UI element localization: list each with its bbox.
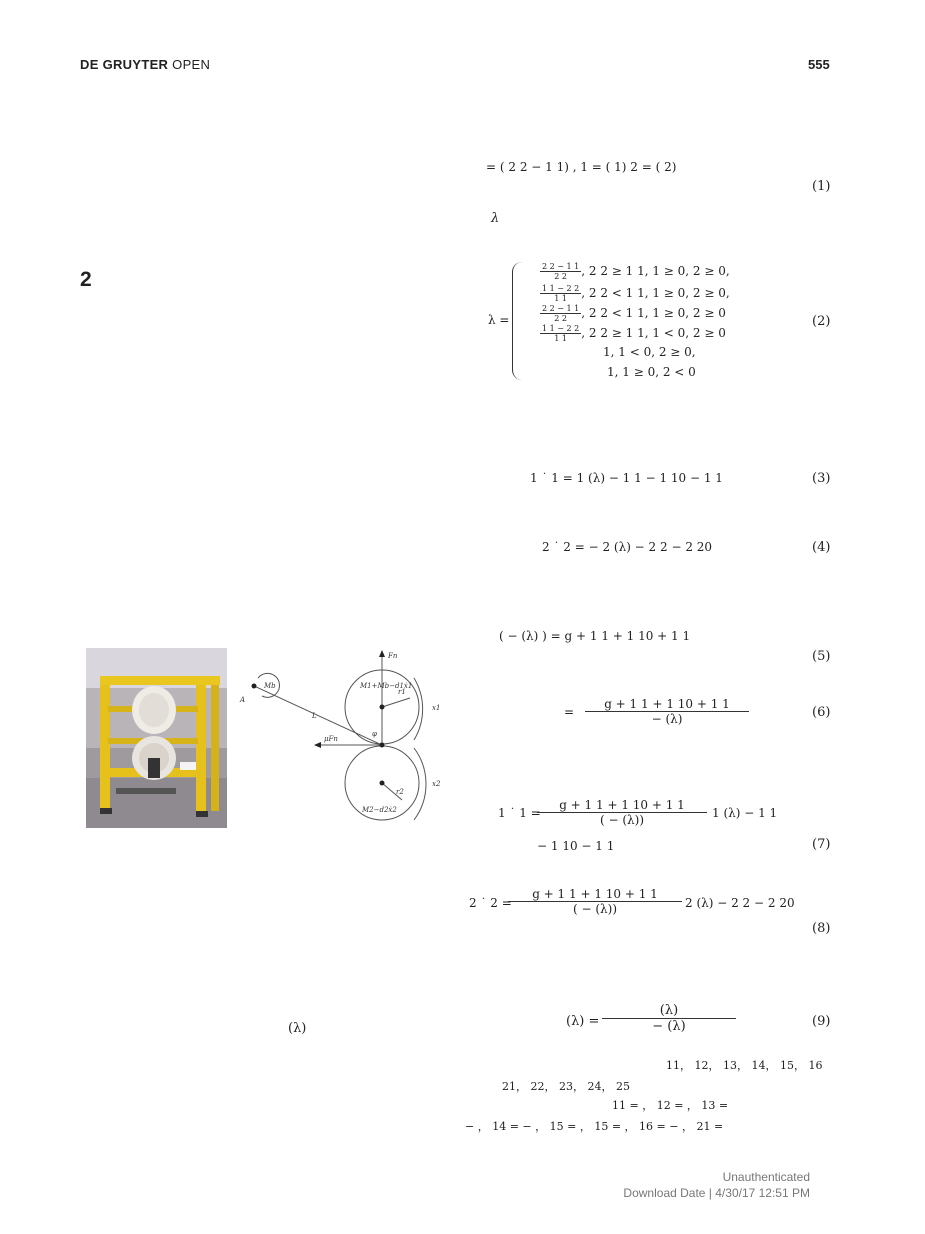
equation-2-row-text: , 2 2 < 1 1, 1 ≥ 0, 2 ≥ 0, <box>581 286 730 300</box>
equation-9-lhs: (λ) = <box>566 1014 600 1029</box>
equation-6-denominator: − (λ) <box>651 712 683 726</box>
fraction: $\frac{1 1 - 2 2}{1 1}$ <box>542 324 580 343</box>
equation-8-fraction <box>508 887 682 916</box>
equation-2-row <box>540 304 726 323</box>
equation-8-tail: 2 (λ) − 2 2 − 2 20 <box>685 896 795 910</box>
equation-5-number: (5) <box>812 649 831 664</box>
equation-8-number: (8) <box>812 921 831 936</box>
equation-6-fraction <box>585 697 749 726</box>
equation-7-lhs: 1 ˙ 1 = <box>498 806 541 820</box>
equation-3: 1 ˙ 1 = 1 (λ) − 1 1 − 1 10 − 1 1 <box>530 471 723 485</box>
equation-2-row <box>540 262 730 281</box>
fraction: $\frac{1 1 - 2 2}{1 1}$ <box>542 284 580 303</box>
equation-2-row <box>540 284 730 303</box>
fraction <box>508 887 682 916</box>
equation-2-number: (2) <box>812 314 831 329</box>
equation-9-fraction <box>602 1003 736 1034</box>
equation-2-row <box>540 324 726 343</box>
coefficient-definitions-2: − ， 14 = − ， 15 = ， 15 = ， 16 = − ， 21 = <box>465 1120 724 1133</box>
label-mb: Mb <box>264 682 276 690</box>
equation-6-lhs: = <box>564 705 575 719</box>
label-x2: x2 <box>432 780 441 788</box>
test-rig-photo <box>86 648 227 828</box>
label-fn: Fn <box>388 652 398 660</box>
equation-5: ( − (λ) ) = g + 1 1 + 1 10 + 1 1 <box>499 629 691 643</box>
label-r2: r2 <box>396 788 404 796</box>
equation-8-numerator: g + 1 1 + 1 10 + 1 1 <box>508 887 682 902</box>
equation-2-row: 1, 1 < 0, 2 ≥ 0, <box>603 345 696 359</box>
equation-2-lhs: λ = <box>488 313 510 327</box>
fraction: $\frac{2 2 - 1 1}{2 2}$ <box>542 304 580 323</box>
equation-4-number: (4) <box>812 540 831 555</box>
equation-1: = ( 2 2 − 1 1) , 1 = ( 1) 2 = ( 2) <box>486 160 677 174</box>
lambda-inline: (λ) <box>288 1021 307 1036</box>
fraction <box>537 798 707 827</box>
footer-unauthenticated: Unauthenticated <box>722 1170 810 1184</box>
equation-7-numerator: g + 1 1 + 1 10 + 1 1 <box>537 798 707 813</box>
equation-8-lhs: 2 ˙ 2 = <box>469 896 512 910</box>
equation-7-tail: 1 (λ) − 1 1 <box>712 806 778 820</box>
lambda-symbol: λ <box>491 211 500 226</box>
equation-2-brace <box>512 262 523 380</box>
equation-7-denominator: ( − (λ)) <box>599 813 644 827</box>
equation-9-number: (9) <box>812 1014 831 1029</box>
label-upper-eq: M1+Mb−d1ẋ1 <box>360 682 413 690</box>
coefficient-list-2: 21， 22， 23， 24， 25 <box>502 1080 630 1093</box>
fraction: $\frac{2 2 - 1 1}{2 2}$ <box>542 262 580 281</box>
equation-3-number: (3) <box>812 471 831 486</box>
equation-6-number: (6) <box>812 705 831 720</box>
equation-4: 2 ˙ 2 = − 2 (λ) − 2 2 − 2 20 <box>542 540 713 554</box>
label-l: L <box>312 712 317 720</box>
equation-7-number: (7) <box>812 837 831 852</box>
brand-light: OPEN <box>172 57 211 72</box>
page-number: 555 <box>808 57 830 72</box>
footer-download-date: Download Date | 4/30/17 12:51 PM <box>623 1186 810 1200</box>
lower-arc <box>414 748 426 820</box>
coefficient-definitions-1: 11 = ， 12 = ， 13 = <box>612 1099 729 1112</box>
label-lower-eq: M2−d2ẋ2 <box>362 806 397 814</box>
equation-7-line2: − 1 10 − 1 1 <box>537 839 615 853</box>
label-a: A <box>240 696 246 704</box>
label-x1: x1 <box>432 704 441 712</box>
equation-8-denominator: ( − (λ)) <box>572 902 617 916</box>
equation-9-denominator: − (λ) <box>652 1019 686 1034</box>
brand-bold: DE GRUYTER <box>80 57 169 72</box>
journal-brand <box>80 57 210 72</box>
label-r1: r1 <box>398 688 406 696</box>
equation-2-row-text: , 2 2 ≥ 1 1, 1 ≥ 0, 2 ≥ 0, <box>581 264 730 278</box>
equation-6-numerator: g + 1 1 + 1 10 + 1 1 <box>585 697 749 712</box>
equation-2-row-text: , 2 2 ≥ 1 1, 1 < 0, 2 ≥ 0 <box>581 326 726 340</box>
fraction <box>602 1003 736 1034</box>
upper-arc <box>414 678 423 740</box>
equation-2-row: 1, 1 ≥ 0, 2 < 0 <box>607 365 696 379</box>
label-friction: μFn <box>324 735 338 743</box>
equation-9-numerator: (λ) <box>602 1003 736 1019</box>
label-phi: φ <box>372 730 377 738</box>
coefficient-list-1: 11， 12， 13， 14， 15， 16 <box>666 1059 823 1072</box>
friction-drive-schematic <box>232 648 447 830</box>
equation-1-number: (1) <box>812 179 831 194</box>
section-number: 2 <box>80 268 92 291</box>
equation-7-fraction <box>537 798 707 827</box>
lever-arm <box>254 686 382 745</box>
equation-2-row-text: , 2 2 < 1 1, 1 ≥ 0, 2 ≥ 0 <box>581 306 726 320</box>
fraction <box>585 697 749 726</box>
